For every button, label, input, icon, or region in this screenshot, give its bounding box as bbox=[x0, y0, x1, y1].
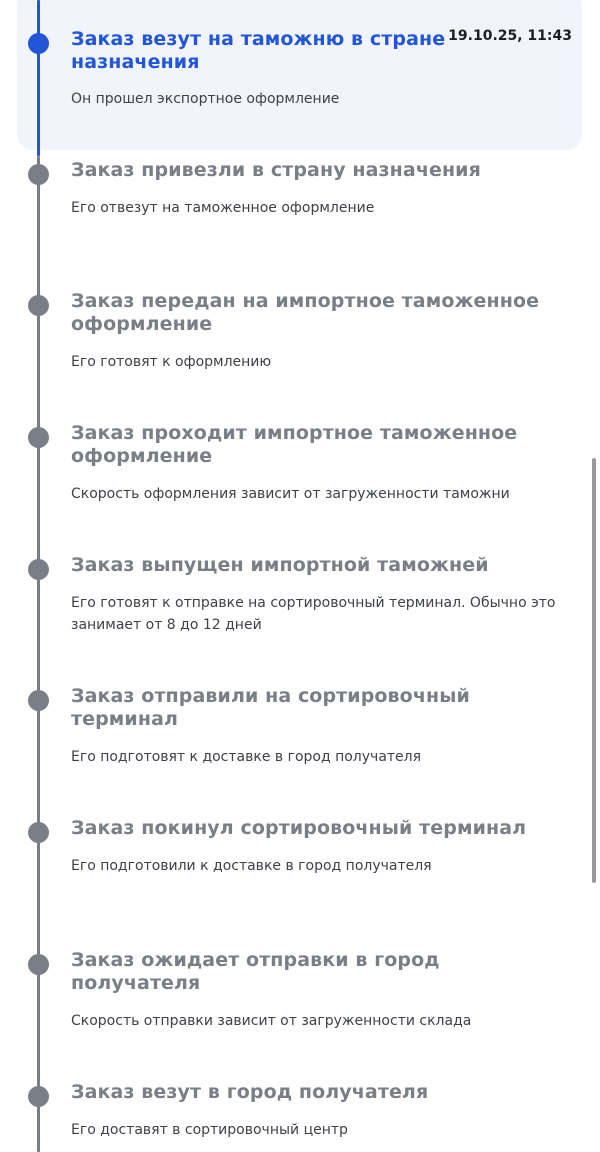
step-marker-dot-icon bbox=[28, 954, 49, 975]
step-description: Скорость оформления зависит от загруженности таможни bbox=[71, 486, 510, 502]
step-description: Его доставят в сортировочный центр bbox=[71, 1122, 348, 1138]
step-timestamp: 19.10.25, 11:43 bbox=[448, 28, 572, 44]
step-marker-dot-icon bbox=[28, 295, 49, 316]
step-title: Заказ привезли в страну назначения bbox=[71, 159, 481, 181]
step-title: Заказ покинул сортировочный терминал bbox=[71, 817, 527, 839]
step-marker-dot-icon bbox=[28, 164, 49, 185]
step-title: Заказ везут в город получателя bbox=[71, 1081, 429, 1103]
step-marker-dot-icon bbox=[28, 33, 49, 54]
current-step-highlight bbox=[17, 0, 582, 150]
step-description: Его готовят к отправке на сортировочный терминал. Обычно это занимает от 8 до 12 дней bbox=[71, 595, 556, 633]
step-title: Заказ передан на импортное таможенное оформление bbox=[71, 290, 540, 335]
step-marker-dot-icon bbox=[28, 1086, 49, 1107]
step-title: Заказ проходит импортное таможенное оформление bbox=[71, 422, 518, 467]
step-marker-dot-icon bbox=[28, 559, 49, 580]
step-description: Его отвезут на таможенное оформление bbox=[71, 200, 375, 216]
step-marker-dot-icon bbox=[28, 427, 49, 448]
timeline-line-completed bbox=[37, 0, 40, 156]
step-marker-dot-icon bbox=[28, 822, 49, 843]
step-title: Заказ отправили на сортировочный терминал bbox=[71, 685, 470, 730]
vertical-scrollbar[interactable] bbox=[592, 458, 596, 883]
step-title: Заказ выпущен импортной таможней bbox=[71, 554, 489, 576]
step-description: Его подготовят к доставке в город получателя bbox=[71, 749, 422, 765]
step-title: Заказ везут на таможню в стране назначения bbox=[71, 28, 446, 73]
step-description: Его готовят к оформлению bbox=[71, 354, 272, 370]
step-title: Заказ ожидает отправки в город получателя bbox=[71, 949, 440, 994]
step-description: Скорость отправки зависит от загруженности склада bbox=[71, 1013, 472, 1029]
step-marker-dot-icon bbox=[28, 690, 49, 711]
step-description: Он прошел экспортное оформление bbox=[71, 91, 340, 107]
step-description: Его подготовили к доставке в город получателя bbox=[71, 858, 432, 874]
